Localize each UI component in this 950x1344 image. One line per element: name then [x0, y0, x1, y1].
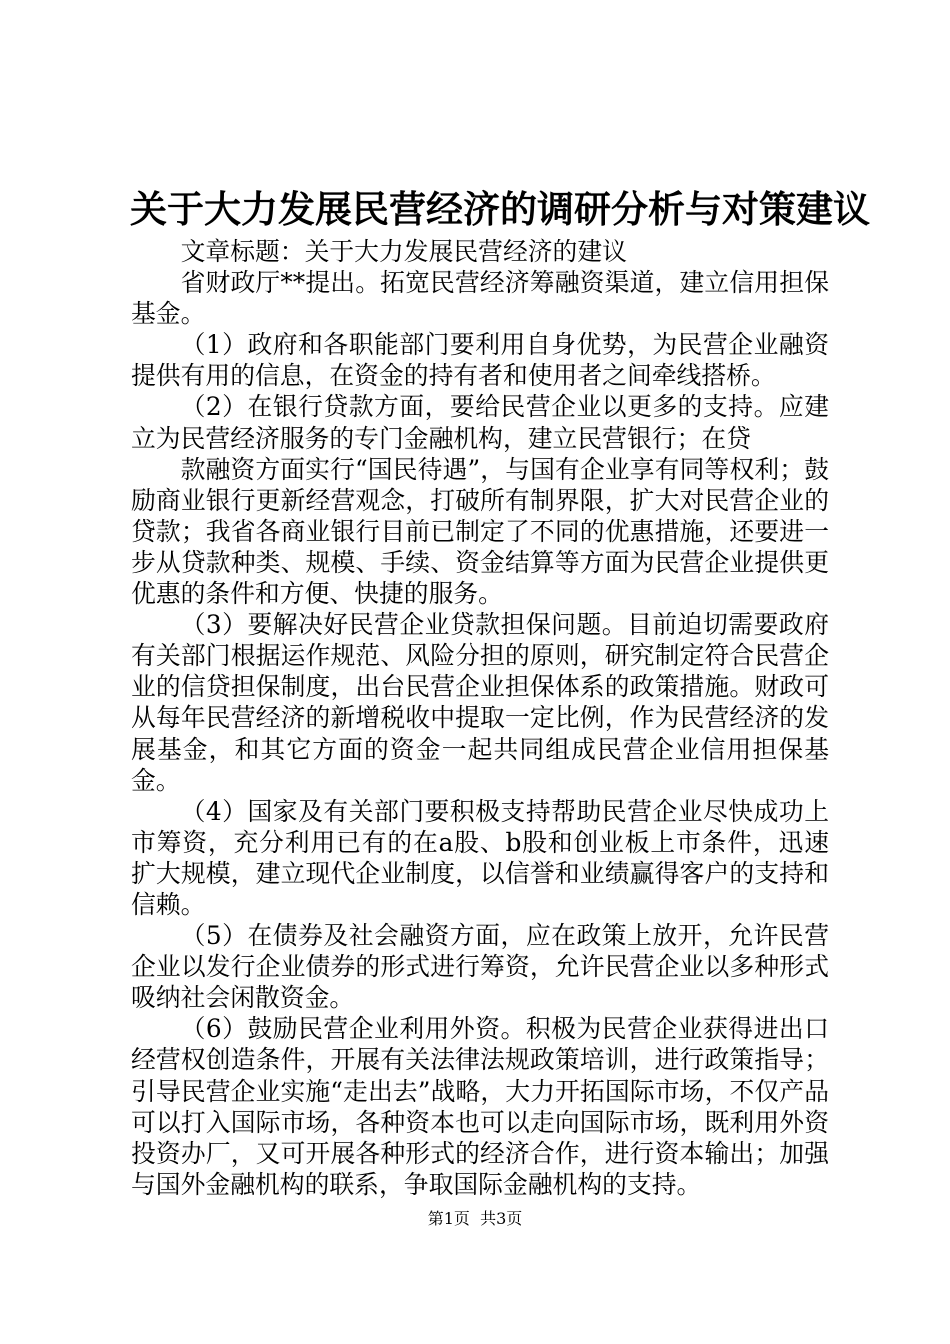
paragraph-item-4: （4）国家及有关部门要积极支持帮助民营企业尽快成功上市筹资，充分利用已有的在a股、b股和创业板上市条件，迅速扩大规模，建立现代企业制度，以信誉和业绩赢得客户的支持和信赖。: [131, 796, 829, 919]
document-title: 关于大力发展民营经济的调研分析与对策建议: [130, 188, 870, 231]
paragraph-item-1: （1）政府和各职能部门要利用自身优势，为民营企业融资提供有用的信息，在资金的持有者和使用者之间牵线搭桥。: [131, 330, 829, 391]
paragraph-item-6: （6）鼓励民营企业利用外资。积极为民营企业获得进出口经营权创造条件，开展有关法律法规政策培训，进行政策指导；引导民营企业实施“走出去”战略，大力开拓国际市场，不仅产品可以打入国际市场，各种资本也可以走向国际市场，既利用外资投资办厂，又可开展各种形式的经济合作，进行资本输出；加强与国外金融机构的联系，争取国际金融机构的支持。: [131, 1014, 829, 1199]
paragraph-item-2-continued: 款融资方面实行“国民待遇”，与国有企业享有同等权利；鼓励商业银行更新经营观念，打破所有制界限，扩大对民营企业的贷款；我省各商业银行目前已制定了不同的优惠措施，还要进一步从贷款种类、规模、手续、资金结算等方面为民营企业提供更优惠的条件和方便、快捷的服务。: [131, 454, 829, 609]
paragraph-item-5: （5）在债券及社会融资方面，应在政策上放开，允许民营企业以发行企业债券的形式进行筹资，允许民营企业以多种形式吸纳社会闲散资金。: [131, 921, 829, 1013]
paragraph-intro: 省财政厅**提出。拓宽民营经济筹融资渠道，建立信用担保基金。: [131, 268, 829, 329]
paragraph-article-title: 文章标题：关于大力发展民营经济的建议: [180, 237, 627, 266]
page-number-footer: 第1页 共3页: [427, 1209, 523, 1228]
paragraph-item-3: （3）要解决好民营企业贷款担保问题。目前迫切需要政府有关部门根据运作规范、风险分担的原则，研究制定符合民营企业的信贷担保制度，出台民营企业担保体系的政策措施。财政可从每年民营经济的新增税收中提取一定比例，作为民营经济的发展基金，和其它方面的资金一起共同组成民营企业信用担保基金。: [131, 610, 829, 795]
document-body: [131, 236, 829, 1200]
paragraph-item-2: （2）在银行贷款方面，要给民营企业以更多的支持。应建立为民营经济服务的专门金融机构，建立民营银行；在贷: [131, 392, 829, 453]
